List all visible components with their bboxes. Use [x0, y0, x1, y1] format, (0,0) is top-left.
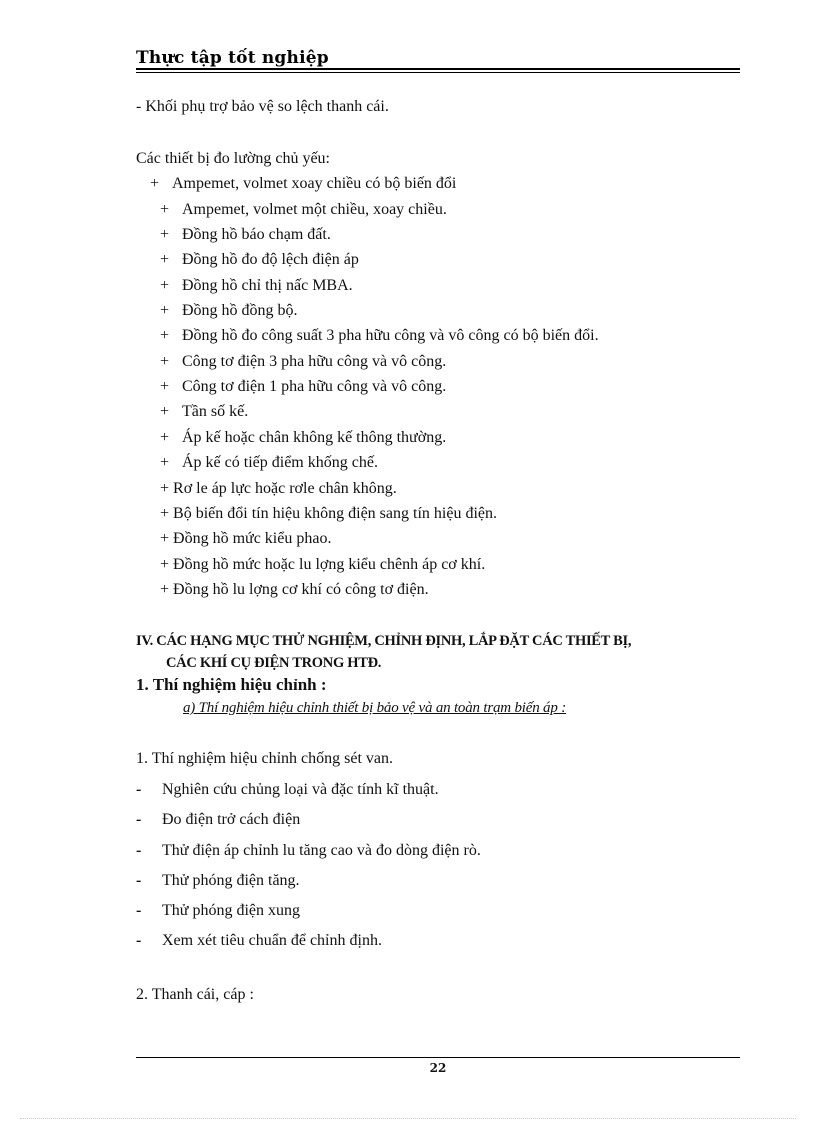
- list-item: - Nghiên cứu chủng loại và đặc tính kĩ thuật.: [136, 781, 439, 798]
- list-item: - Thử điện áp chỉnh lu tăng cao và đo dòng điện rò.: [136, 842, 481, 859]
- test-heading: 1. Thí nghiệm hiệu chỉnh chống sét van.: [136, 750, 393, 767]
- subsection-italic: a) Thí nghiệm hiệu chỉnh thiết bị bảo vệ và an toàn trạm biến áp :: [183, 700, 566, 716]
- list-item: + Đồng hồ mức kiểu phao.: [160, 530, 332, 547]
- page-header-title: Thực tập tốt nghiệp: [136, 48, 329, 68]
- list-item: + Đồng hồ báo chạm đất.: [160, 226, 331, 243]
- list-item: + Công tơ điện 1 pha hữu công và vô công.: [160, 378, 447, 395]
- list-item: + Tần số kế.: [160, 403, 249, 420]
- list-item: + Đồng hồ lu lợng cơ khí có công tơ điện.: [160, 581, 429, 598]
- list-item: + Bộ biến đổi tín hiệu không điện sang tín hiệu điện.: [160, 505, 497, 522]
- list-item: - Xem xét tiêu chuẩn để chỉnh định.: [136, 932, 382, 949]
- list-item: + Đồng hồ mức hoặc lu lợng kiểu chênh áp cơ khí.: [160, 556, 486, 573]
- header-rule: [136, 68, 740, 70]
- list-item: + Đồng hồ đồng bộ.: [160, 302, 298, 319]
- instruments-heading: Các thiết bị đo lường chủ yếu:: [136, 150, 330, 167]
- list-item: + Áp kế có tiếp điểm khống chế.: [160, 454, 378, 471]
- subsection-heading: 1. Thí nghiệm hiệu chỉnh :: [136, 675, 327, 694]
- instrument-first-item: + Ampemet, volmet xoay chiều có bộ biến đổi: [150, 175, 457, 192]
- list-item: - Thử phóng điện xung: [136, 902, 300, 919]
- list-item: + Áp kế hoặc chân không kế thông thường.: [160, 429, 447, 446]
- section-heading-cont: CÁC KHÍ CỤ ĐIỆN TRONG HTĐ.: [166, 655, 382, 671]
- list-item: - Đo điện trở cách điện: [136, 811, 301, 828]
- page-number: 22: [429, 1061, 447, 1075]
- list-item: + Đồng hồ đo công suất 3 pha hữu công và vô công có bộ biến đổi.: [160, 327, 599, 344]
- footer-rule: [136, 1057, 740, 1058]
- header-rule-thin: [136, 72, 740, 73]
- item-2-heading: 2. Thanh cái, cáp :: [136, 986, 254, 1003]
- page-edge-divider: [20, 1118, 796, 1119]
- list-item: + Rơ le áp lực hoặc rơle chân không.: [160, 480, 397, 497]
- list-item: + Đồng hồ đo độ lệch điện áp: [160, 251, 359, 268]
- list-item: + Ampemet, volmet một chiều, xoay chiều.: [160, 201, 447, 218]
- list-item: + Đồng hồ chỉ thị nấc MBA.: [160, 277, 353, 294]
- list-item: - Thử phóng điện tăng.: [136, 872, 300, 889]
- list-item: + Công tơ điện 3 pha hữu công và vô công.: [160, 353, 447, 370]
- intro-line: - Khối phụ trợ bảo vệ so lệch thanh cái.: [136, 98, 389, 115]
- section-heading: IV. CÁC HẠNG MỤC THỬ NGHIỆM, CHỈNH ĐỊNH, LẮP ĐẶT CÁC THIẾT BỊ,: [136, 633, 632, 649]
